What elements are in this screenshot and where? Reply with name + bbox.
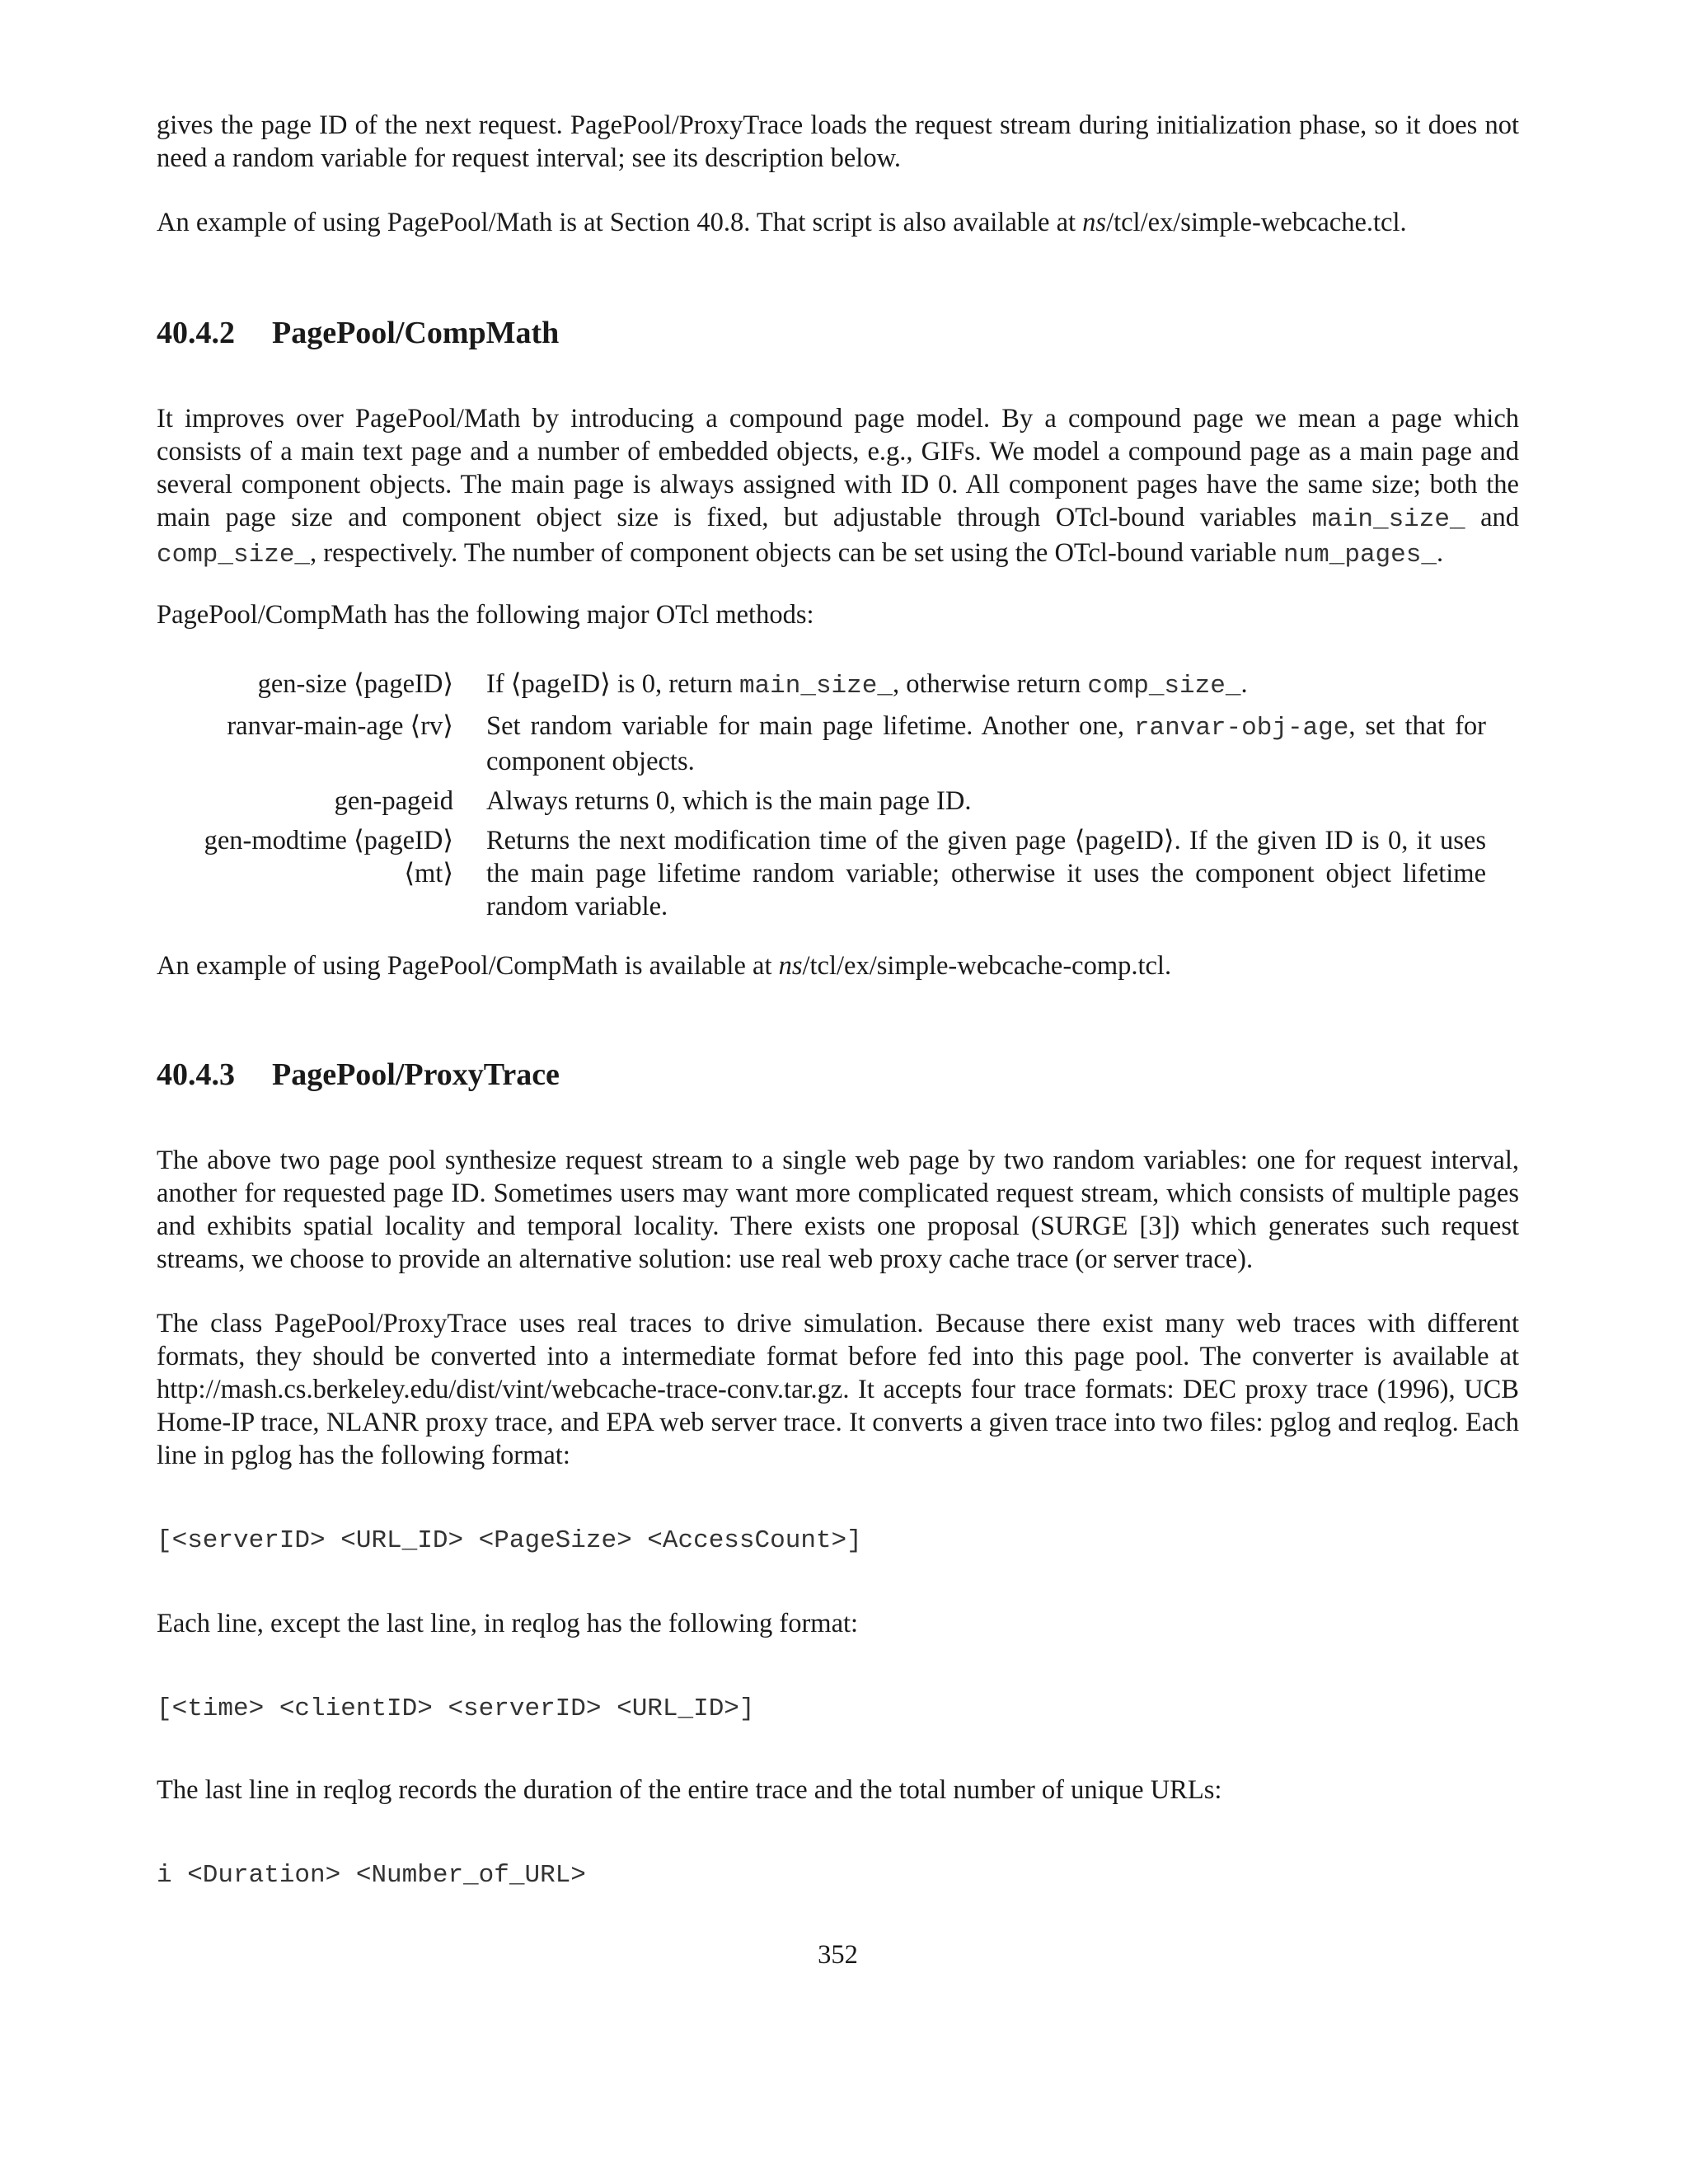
method-text: , otherwise return: [892, 669, 1088, 699]
code-last-line-format: i <Duration> <Number_of_URL>: [157, 1861, 586, 1890]
method-text: If ⟨pageID⟩ is 0, return: [486, 669, 739, 699]
example-text: An example of using PagePool/Math is at Section 40.8. That script is also available at: [157, 208, 1083, 237]
intro-paragraph: [157, 109, 1519, 175]
section-number: 40.4.3: [157, 1057, 235, 1092]
section-title: PagePool/CompMath: [272, 316, 560, 350]
proxytrace-paragraph-4: [157, 1774, 1519, 1807]
proxytrace-paragraph-2: [157, 1307, 1519, 1472]
section-title: PagePool/ProxyTrace: [272, 1057, 560, 1092]
section-heading-proxytrace: [157, 1057, 1519, 1093]
code-pglog-format: [<serverID> <URL_ID> <PageSize> <AccessCount>]: [157, 1526, 862, 1555]
method-row: [157, 824, 1519, 923]
method-description: [486, 668, 1486, 703]
paragraph-text: Each line, except the last line, in reqlog has the following format:: [157, 1609, 859, 1638]
method-description: [486, 710, 1486, 778]
section-number: 40.4.2: [157, 316, 235, 350]
method-text: .: [1240, 669, 1248, 699]
paragraph-text: It improves over PagePool/Math by introducing a compound page model. By a compound page we mean a page which consists of a main text page and a number of embedded objects, e.g., GIFs. We model a compound page as a main page and several component objects. The main page is always assigned with ID 0. All component pages have the same size; both the main page size and component object size is fixed, but adjustable through OTcl-bound variables: [157, 404, 1519, 532]
method-row: [157, 785, 1519, 818]
method-code: main_size_: [738, 672, 893, 701]
example-path: /tcl/ex/simple-webcache-comp.tcl.: [802, 951, 1172, 981]
method-code: ranvar-obj-age: [1133, 714, 1349, 743]
paragraph-text: The class PagePool/ProxyTrace uses real traces to drive simulation. Because there exist many web traces with different formats, they should be converted into a intermediate format before fed into this page pool. The converter is available at http://mash.cs.berkeley.edu/dist/vint/webcache-trace-conv.tar.gz. It accepts four trace formats: DEC proxy trace (1996), UCB Home-IP trace, NLANR proxy trace, and EPA web server trace. It converts a given trace into two files: pglog and reqlog. Each line in pglog has the following format:: [157, 1309, 1519, 1470]
document-page: [157, 0, 1519, 2184]
method-description: Always returns 0, which is the main page ID.: [486, 786, 972, 816]
method-row: [157, 668, 1519, 703]
method-code: comp_size_: [1087, 672, 1241, 701]
method-term: gen-modtime ⟨pageID⟩ ⟨mt⟩: [204, 826, 453, 888]
section-heading-compmath: [157, 315, 1519, 351]
example-path: /tcl/ex/simple-webcache.tcl.: [1106, 208, 1407, 237]
compmath-example: [157, 949, 1519, 982]
method-term: gen-pageid: [334, 786, 453, 816]
intro-example: [157, 206, 1519, 239]
code-comp-size: comp_size_: [157, 541, 311, 569]
code-num-pages: num_pages_: [1282, 541, 1437, 569]
code-reqlog-format: [<time> <clientID> <serverID> <URL_ID>]: [157, 1694, 755, 1723]
method-text: , set that for component objects.: [486, 711, 1486, 776]
method-description: Returns the next modification time of the given page ⟨pageID⟩. If the given ID is 0, it uses the main page lifetime random variable; otherwise it uses the component object lifetime random variable.: [486, 826, 1486, 921]
method-term: ranvar-main-age ⟨rv⟩: [227, 711, 453, 741]
paragraph-text: .: [1436, 538, 1444, 568]
ns-path: ns: [1082, 208, 1107, 237]
methods-intro-text: PagePool/CompMath has the following major OTcl methods:: [157, 600, 814, 630]
method-row: [157, 710, 1519, 778]
paragraph-text: The above two page pool synthesize request stream to a single web page by two random variables: one for request interval, another for requested page ID. Sometimes users may want more complicated request stream, which consists of multiple pages and exhibits spatial locality and temporal locality. There exists one proposal (SURGE [3]) which generates such request streams, we choose to provide an alternative solution: use real web proxy cache trace (or server trace).: [157, 1146, 1519, 1274]
paragraph-text: , respectively. The number of component objects can be set using the OTcl-bound variable: [310, 538, 1283, 568]
paragraph-text: and: [1465, 503, 1519, 532]
example-text: An example of using PagePool/CompMath is available at: [157, 951, 779, 981]
page-number: 352: [818, 1940, 858, 1970]
methods-intro: [157, 598, 1519, 631]
methods-list: [157, 668, 1519, 923]
paragraph-text: The last line in reqlog records the duration of the entire trace and the total number of unique URLs:: [157, 1775, 1222, 1805]
code-main-size: main_size_: [1311, 505, 1465, 534]
proxytrace-paragraph-1: [157, 1144, 1519, 1276]
intro-text: gives the page ID of the next request. PagePool/ProxyTrace loads the request stream during initialization phase, so it does not need a random variable for request interval; see its description below.: [157, 110, 1519, 173]
compmath-description: [157, 402, 1519, 572]
method-text: Set random variable for main page lifetime. Another one,: [486, 711, 1134, 741]
method-term: gen-size ⟨pageID⟩: [257, 669, 453, 699]
ns-path: ns: [778, 951, 803, 981]
proxytrace-paragraph-3: [157, 1607, 1519, 1640]
